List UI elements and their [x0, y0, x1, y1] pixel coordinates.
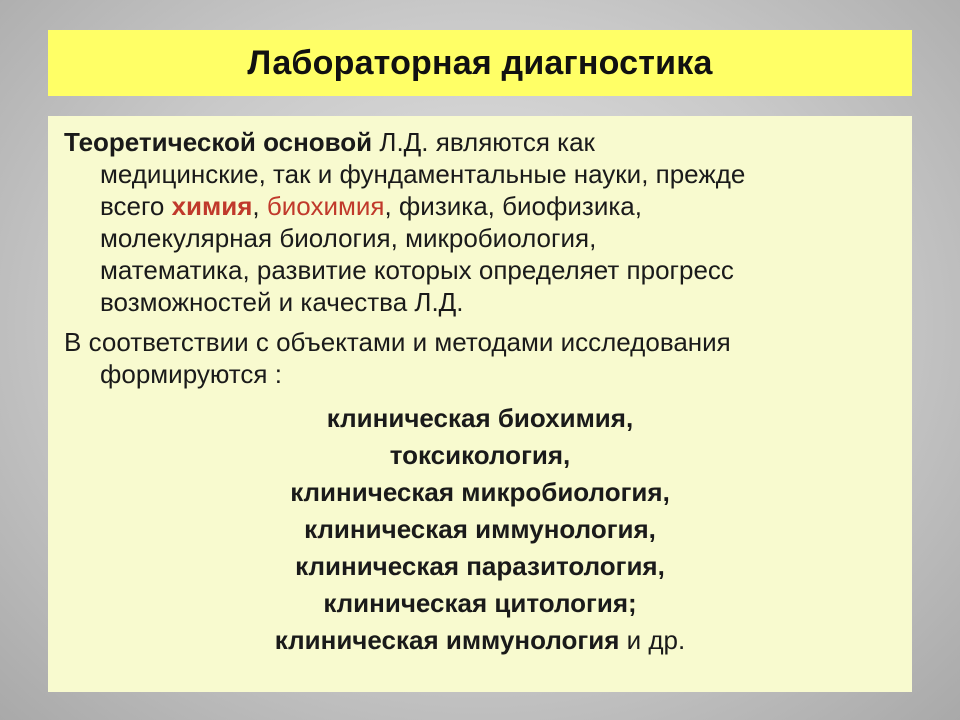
paragraph1-line3-start: всего — [100, 191, 172, 221]
paragraph1-line1 — [64, 126, 896, 158]
list-item: клиническая иммунология, — [304, 514, 656, 544]
paragraph1-line2: медицинские, так и фундаментальные науки, прежде — [100, 159, 746, 189]
paragraph1-line1-rest: Л.Д. являются как — [372, 127, 595, 157]
list-item: клиническая паразитология, — [295, 551, 665, 581]
paragraph1-line4: молекулярная биология, микробиология, — [100, 223, 597, 253]
paragraph2-line2: формируются : — [100, 359, 282, 389]
content-panel — [48, 116, 912, 692]
list-item: клиническая микробиология, — [290, 477, 670, 507]
slide-title: Лабораторная диагностика — [247, 43, 713, 82]
paragraph1-line3 — [64, 190, 896, 222]
paragraph1-line3-rest: , физика, биофизика, — [384, 191, 642, 221]
paragraph1-line6: возможностей и качества Л.Д. — [100, 287, 464, 317]
title-banner — [48, 30, 912, 96]
list-tail: и др. — [619, 625, 686, 655]
highlight-chemistry: химия — [171, 191, 253, 221]
list-item: клиническая биохимия, — [326, 403, 634, 433]
bold-lead: Теоретической основой — [64, 127, 373, 157]
paragraph1-line5: математика, развитие которых определяет прогресс — [100, 255, 734, 285]
list-item: клиническая иммунология и др. — [274, 625, 686, 655]
paragraph2-line1: В соответствии с объектами и методами исследования — [64, 327, 731, 357]
paragraph1-comma: , — [252, 191, 267, 221]
paragraph-theoretical-basis — [64, 126, 896, 318]
list-item: токсикология, — [389, 440, 571, 470]
highlight-biochemistry: биохимия — [266, 191, 385, 221]
paragraph-formation — [64, 326, 896, 390]
list-item: клиническая цитология; — [323, 588, 637, 618]
disciplines-list — [64, 400, 896, 659]
